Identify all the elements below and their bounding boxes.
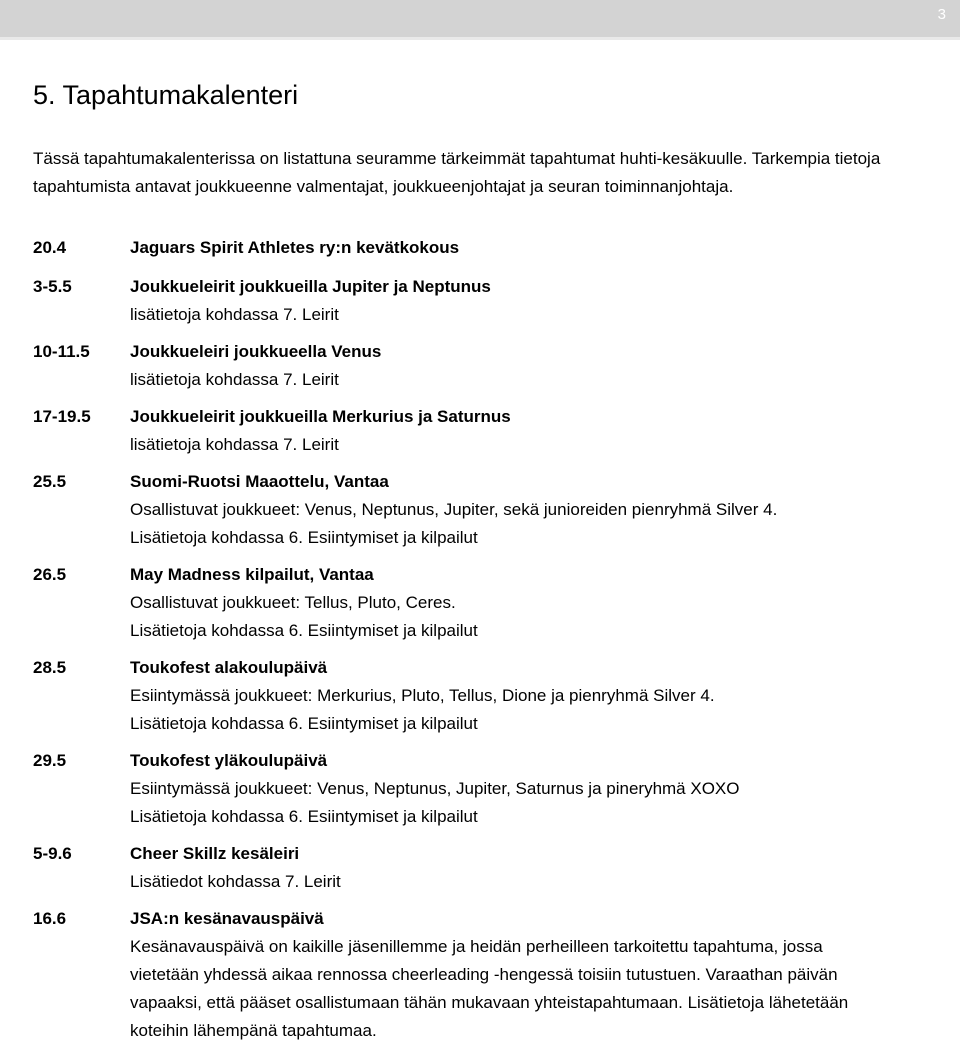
event-date: 17-19.5 xyxy=(33,407,91,426)
event-detail-line: koteihin lähempänä tapahtumaa. xyxy=(130,1021,377,1040)
event-date: 26.5 xyxy=(33,565,67,584)
event-date: 5-9.6 xyxy=(33,844,72,863)
event-title: Joukkueleiri joukkueella Venus xyxy=(130,342,382,361)
event-date: 3-5.5 xyxy=(33,277,72,296)
event-item xyxy=(33,905,948,1045)
event-title: Suomi-Ruotsi Maaottelu, Vantaa xyxy=(130,472,389,491)
event-title: Toukofest alakoulupäivä xyxy=(130,658,328,677)
event-date: 25.5 xyxy=(33,472,67,491)
event-detail-line: lisätietoja kohdassa 7. Leirit xyxy=(130,305,339,324)
intro-paragraph: Tässä tapahtumakalenterissa on listattuna seuramme tärkeimmät tapahtumat huhti-kesäkuulle. Tarkempia tietoja tapahtumista antavat joukkueenne valmentajat, joukkueenjohtajat ja seuran toiminnanjohtaja. xyxy=(33,149,881,196)
event-item xyxy=(33,273,948,329)
page-title: 5. Tapahtumakalenteri xyxy=(33,80,299,110)
event-body xyxy=(130,747,948,831)
event-item xyxy=(33,468,948,552)
event-date: 28.5 xyxy=(33,658,67,677)
event-body xyxy=(130,273,948,329)
event-date: 10-11.5 xyxy=(33,342,90,361)
event-detail-line: Osallistuvat joukkueet: Tellus, Pluto, Ceres. xyxy=(130,593,456,612)
event-detail-line: Kesänavauspäivä on kaikille jäsenillemme ja heidän perheilleen tarkoitettu tapahtuma, jossa xyxy=(130,937,823,956)
event-detail-line: Lisätietoja kohdassa 6. Esiintymiset ja kilpailut xyxy=(130,528,478,547)
event-detail-line: lisätietoja kohdassa 7. Leirit xyxy=(130,435,339,454)
event-detail-line: vapaaksi, että pääset osallistumaan tähän mukavaan yhteistapahtumaan. Lisätietoja lähetetään xyxy=(130,993,849,1012)
event-detail-line: Lisätietoja kohdassa 6. Esiintymiset ja kilpailut xyxy=(130,807,478,826)
event-title: Jaguars Spirit Athletes ry:n kevätkokous xyxy=(130,238,460,257)
event-item xyxy=(33,654,948,738)
event-body xyxy=(130,840,948,896)
event-body xyxy=(130,561,948,645)
event-title: Joukkueleirit joukkueilla Jupiter ja Neptunus xyxy=(130,277,491,296)
page-number: 3 xyxy=(937,6,946,23)
event-body xyxy=(130,338,948,394)
page-header-bar xyxy=(0,0,960,37)
event-item xyxy=(33,234,948,262)
event-detail-line: Esiintymässä joukkueet: Venus, Neptunus, Jupiter, Saturnus ja pineryhmä XOXO xyxy=(130,779,740,798)
event-item xyxy=(33,403,948,459)
event-title: Toukofest yläkoulupäivä xyxy=(130,751,328,770)
event-detail-line: Lisätiedot kohdassa 7. Leirit xyxy=(130,872,341,891)
event-title: Joukkueleirit joukkueilla Merkurius ja Saturnus xyxy=(130,407,511,426)
event-detail-line: lisätietoja kohdassa 7. Leirit xyxy=(130,370,339,389)
event-item xyxy=(33,747,948,831)
event-title: JSA:n kesänavauspäivä xyxy=(130,909,324,928)
event-date: 29.5 xyxy=(33,751,67,770)
event-item xyxy=(33,561,948,645)
event-detail-line: Esiintymässä joukkueet: Merkurius, Pluto, Tellus, Dione ja pienryhmä Silver 4. xyxy=(130,686,715,705)
event-detail-line: Lisätietoja kohdassa 6. Esiintymiset ja kilpailut xyxy=(130,714,478,733)
event-detail-line: Osallistuvat joukkueet: Venus, Neptunus, Jupiter, sekä junioreiden pienryhmä Silver 4. xyxy=(130,500,778,519)
event-item xyxy=(33,840,948,896)
event-list xyxy=(33,234,948,1045)
event-title: May Madness kilpailut, Vantaa xyxy=(130,565,374,584)
event-title: Cheer Skillz kesäleiri xyxy=(130,844,300,863)
event-body xyxy=(130,403,948,459)
event-body xyxy=(130,905,948,1045)
event-body xyxy=(130,468,948,552)
header-divider xyxy=(0,37,960,40)
event-item xyxy=(33,338,948,394)
event-date: 16.6 xyxy=(33,909,67,928)
event-detail-line: vietetään yhdessä aikaa rennossa cheerleading -hengessä toisiin tutustuen. Varaathan päivän xyxy=(130,965,838,984)
event-body xyxy=(130,234,948,262)
event-detail-line: Lisätietoja kohdassa 6. Esiintymiset ja kilpailut xyxy=(130,621,478,640)
event-date: 20.4 xyxy=(33,238,67,257)
event-body xyxy=(130,654,948,738)
